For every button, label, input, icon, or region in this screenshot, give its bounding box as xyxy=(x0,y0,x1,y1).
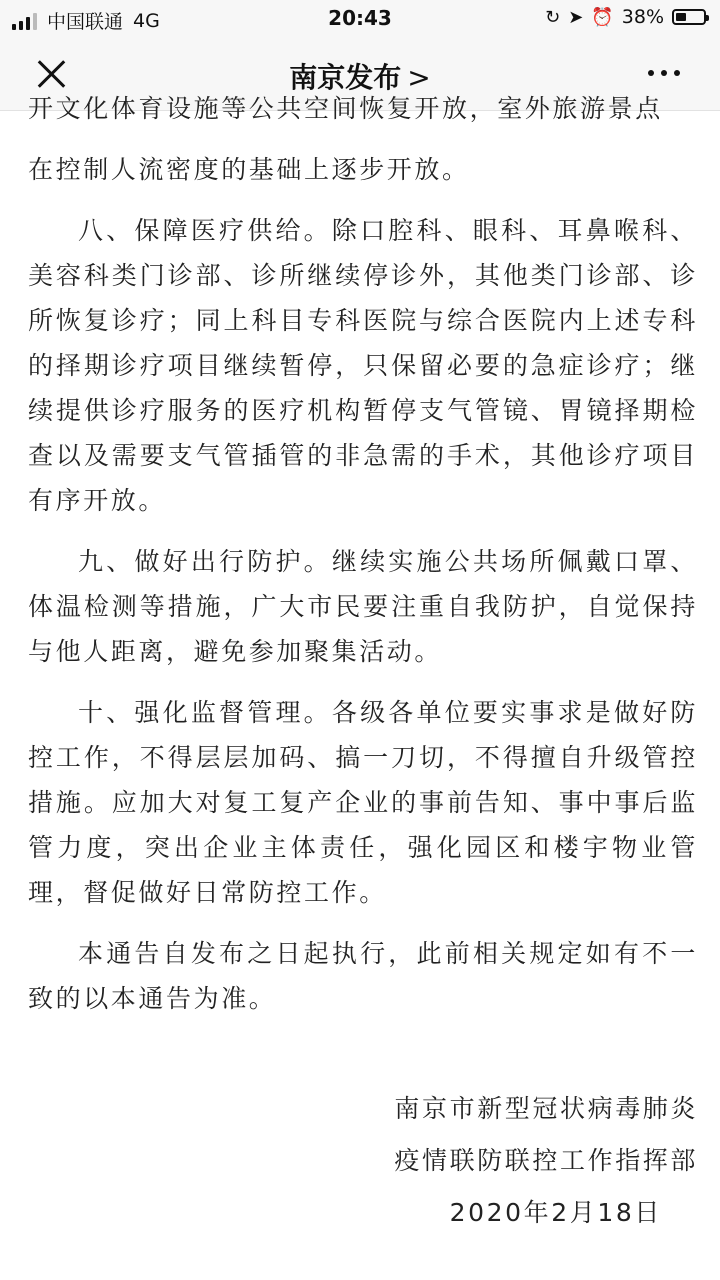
signature-org-line2: 疫情联防联控工作指挥部 xyxy=(394,1146,698,1175)
account-title: 南京发布 xyxy=(289,61,402,94)
article-paragraph: 十、强化监督管理。各级各单位要实事求是做好防控工作，不得层层加码、搞一刀切，不得擅自升级管控措施。应加大对复工复产企业的事前告知、事中事后监管力度，突出企业主体责任，强化园区和楼宇物业管理，督促做好日常防控工作。 xyxy=(28,698,698,907)
location-icon: ➤ xyxy=(568,6,584,28)
article-line-continued: 在控制人流密度的基础上逐步开放。 xyxy=(28,155,470,184)
status-bar xyxy=(0,0,720,36)
alarm-icon: ⏰ xyxy=(591,6,614,28)
article-paragraph: 九、做好出行防护。继续实施公共场所佩戴口罩、体温检测等措施，广大市民要注重自我防护，自觉保持与他人距离，避免参加聚集活动。 xyxy=(28,547,698,666)
battery-percent: 38% xyxy=(621,6,664,28)
more-icon[interactable] xyxy=(648,70,680,76)
article-body xyxy=(28,94,698,1280)
battery-icon xyxy=(672,9,706,25)
clock: 20:43 xyxy=(328,6,392,30)
article-paragraph: 本通告自发布之日起执行，此前相关规定如有不一致的以本通告为准。 xyxy=(28,939,698,1013)
signature-date: 2020年2月18日 xyxy=(449,1198,662,1227)
signature-org-line1: 南京市新型冠状病毒肺炎 xyxy=(394,1094,698,1123)
network-type: 4G xyxy=(133,9,160,32)
chevron-right-icon: > xyxy=(407,61,431,94)
article-line-clipped: 开文化体育设施等公共空间恢复开放，室外旅游景点 xyxy=(28,94,663,123)
signature-block xyxy=(28,1083,698,1239)
status-right xyxy=(545,6,706,28)
article-paragraph: 八、保障医疗供给。除口腔科、眼科、耳鼻喉科、美容科类门诊部、诊所继续停诊外，其他类门诊部、诊所恢复诊疗；同上科目专科医院与综合医院内上述专科的择期诊疗项目继续暂停，只保留必要的急症诊疗；继续提供诊疗服务的医疗机构暂停支气管镜、胃镜择期检查以及需要支气管插管的非急需的手术，其他诊疗项目有序开放。 xyxy=(28,216,698,515)
carrier-name: 中国联通 xyxy=(47,11,124,33)
battery-level xyxy=(676,13,686,21)
orientation-lock-icon: ↻ xyxy=(545,6,561,28)
